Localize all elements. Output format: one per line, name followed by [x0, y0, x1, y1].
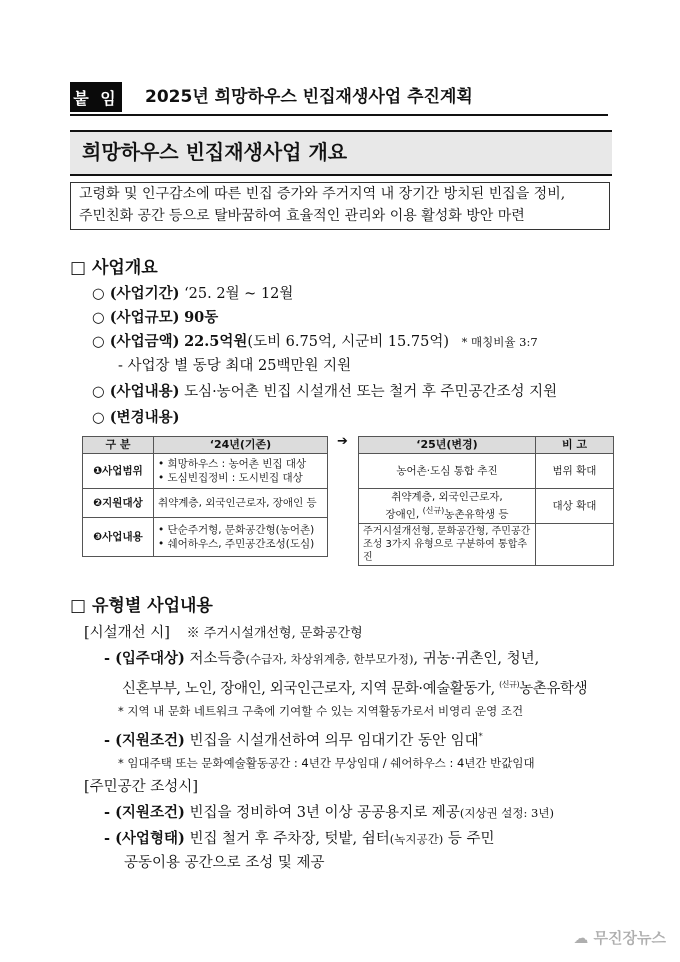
support-value: 빈집을 시설개선하여 의무 임대기간 동안 임대: [189, 732, 479, 749]
change-table-new: [358, 436, 614, 566]
summary-line-1: 고령화 및 인구감소에 따른 빈집 증가와 주거지역 내 장기간 방치된 빈집을 정비,: [79, 186, 566, 202]
c-support-value: 빈집을 정비하여 3년 이상 공공용지로 제공: [189, 805, 460, 821]
period-value: ‘25. 2월 ~ 12월: [184, 286, 294, 302]
scale-value: 90동: [184, 309, 219, 326]
facility-note: ※ 주거시설개선형, 문화공간형: [186, 626, 363, 641]
c-support-small: (지상권 설정: 3년): [459, 806, 554, 820]
header-remark: 비 고: [536, 437, 614, 454]
target-value-2b: 농촌유학생: [519, 680, 588, 697]
summary-line-2: 주민친화 공간 등으로 탈바꿈하여 효율적인 관리와 이용 활성화 방안 마련: [79, 208, 525, 224]
target-value-2a: 신혼부부, 노인, 장애인, 외국인근로자, 지역 문화·예술활동가,: [122, 680, 500, 697]
amount-sub: - 사업장 별 동당 최대 25백만원 지원: [118, 358, 352, 374]
overview-heading: □ 사업개요: [70, 258, 158, 278]
amount-label: ○ (사업금액): [92, 333, 180, 350]
types-heading: □ 유형별 사업내용: [70, 596, 213, 616]
change-table-old: [82, 436, 328, 557]
header-category: 구 분: [83, 437, 154, 454]
scale-label: ○ (사업규모): [92, 309, 180, 326]
new-target-line-2: [363, 504, 531, 522]
new-target-post: 농촌유학생 등: [444, 508, 509, 521]
header-2024: ‘24년(기존): [154, 437, 328, 454]
new-target-line-1: 취약계층, 외국인근로자,: [391, 491, 503, 503]
category-target: ❷지원대상: [83, 489, 154, 518]
c-form-line-2: 공동이용 공간으로 조성 및 제공: [124, 855, 325, 871]
facility-heading: [시설개선 시]: [84, 625, 170, 641]
amount-note: * 매칭비율 3:7: [461, 335, 538, 349]
document-title: 2025년 희망하우스 빈집재생사업 추진계획: [145, 87, 473, 107]
c-form-value: 빈집 철거 후 주차장, 텃밭, 쉼터: [189, 831, 390, 847]
content-line: [92, 381, 557, 403]
old-target: 취약계층, 외국인근로자, 장애인 등: [154, 489, 328, 518]
title-divider: [70, 114, 608, 116]
period-label: ○ (사업기간): [92, 285, 180, 302]
arrow-right-icon: ➔: [337, 434, 348, 449]
old-scope-item: • 희망하우스 : 농어촌 빈집 대상: [158, 457, 323, 471]
support-note: * 임대주택 또는 문화예술활동공간 : 4년간 무상임대 / 쉐어하우스 : 4년간 반값임대: [118, 756, 535, 770]
category-content: ❸사업내용: [83, 518, 154, 557]
period-line: [92, 283, 293, 305]
facility-heading-line: [84, 622, 363, 645]
amount-bold: 22.5억원: [184, 333, 248, 350]
change-label: ○ (변경내용): [92, 409, 180, 426]
new-badge: (신규): [422, 506, 445, 515]
content-label: ○ (사업내용): [92, 383, 180, 400]
target-line-2: [122, 674, 587, 700]
support-line: [104, 726, 483, 752]
c-support-line: [104, 802, 554, 824]
target-value-1c: , 귀농·귀촌인, 청년,: [413, 651, 540, 667]
old-content: [154, 518, 328, 557]
c-form-small: (녹지공간): [389, 832, 444, 846]
remark-scope: 범위 확대: [536, 454, 614, 489]
old-content-item: • 단순주거형, 문화공간형(농어촌): [158, 523, 323, 537]
header-2025: ‘25년(변경): [359, 437, 536, 454]
c-form-value2: 등 주민: [443, 831, 495, 847]
new-target: [359, 489, 536, 524]
summary-box: [70, 182, 610, 230]
attachment-tag: 붙 임: [70, 82, 122, 112]
c-form-line: [104, 828, 494, 850]
support-label: - (지원조건): [104, 731, 185, 749]
new-content: 주거시설개선형, 문화공간형, 주민공간조성 3가지 유형으로 구분하여 통합추진: [359, 523, 536, 565]
watermark-logo: ☁ 무진장뉴스: [573, 929, 666, 947]
old-content-item: • 쉐어하우스, 주민공간조성(도심): [158, 537, 323, 551]
support-sup: *: [478, 732, 483, 741]
old-scope: [154, 454, 328, 489]
new-badge: (신규): [499, 680, 520, 689]
c-form-label: - (사업형태): [104, 830, 185, 847]
community-heading: [주민공간 조성시]: [84, 779, 198, 795]
scale-line: [92, 307, 218, 329]
target-label: - (입주대상): [104, 650, 185, 667]
new-target-pre: 장애인,: [385, 508, 423, 521]
remark-content: [536, 523, 614, 565]
target-value-1b: (수급자, 차상위계층, 한부모가정): [245, 652, 414, 666]
target-line-1: [104, 648, 539, 670]
target-value-1a: 저소득층: [189, 651, 246, 667]
target-note: * 지역 내 문화 네트워크 구축에 기여할 수 있는 지역활동가로서 비영리 운영 조건: [118, 704, 524, 718]
amount-detail: (도비 6.75억, 시군비 15.75억): [247, 334, 450, 350]
remark-target: 대상 확대: [536, 489, 614, 524]
c-support-label: - (지원조건): [104, 804, 185, 821]
amount-line: [92, 331, 538, 353]
new-scope: 농어촌·도심 통합 추진: [359, 454, 536, 489]
section-title: 희망하우스 빈집재생사업 개요: [82, 140, 348, 164]
old-scope-item: • 도심빈집정비 : 도시빈집 대상: [158, 471, 323, 485]
change-line: [92, 407, 179, 429]
category-scope: ❶사업범위: [83, 454, 154, 489]
content-value: 도심·농어촌 빈집 시설개선 또는 철거 후 주민공간조성 지원: [184, 384, 558, 400]
